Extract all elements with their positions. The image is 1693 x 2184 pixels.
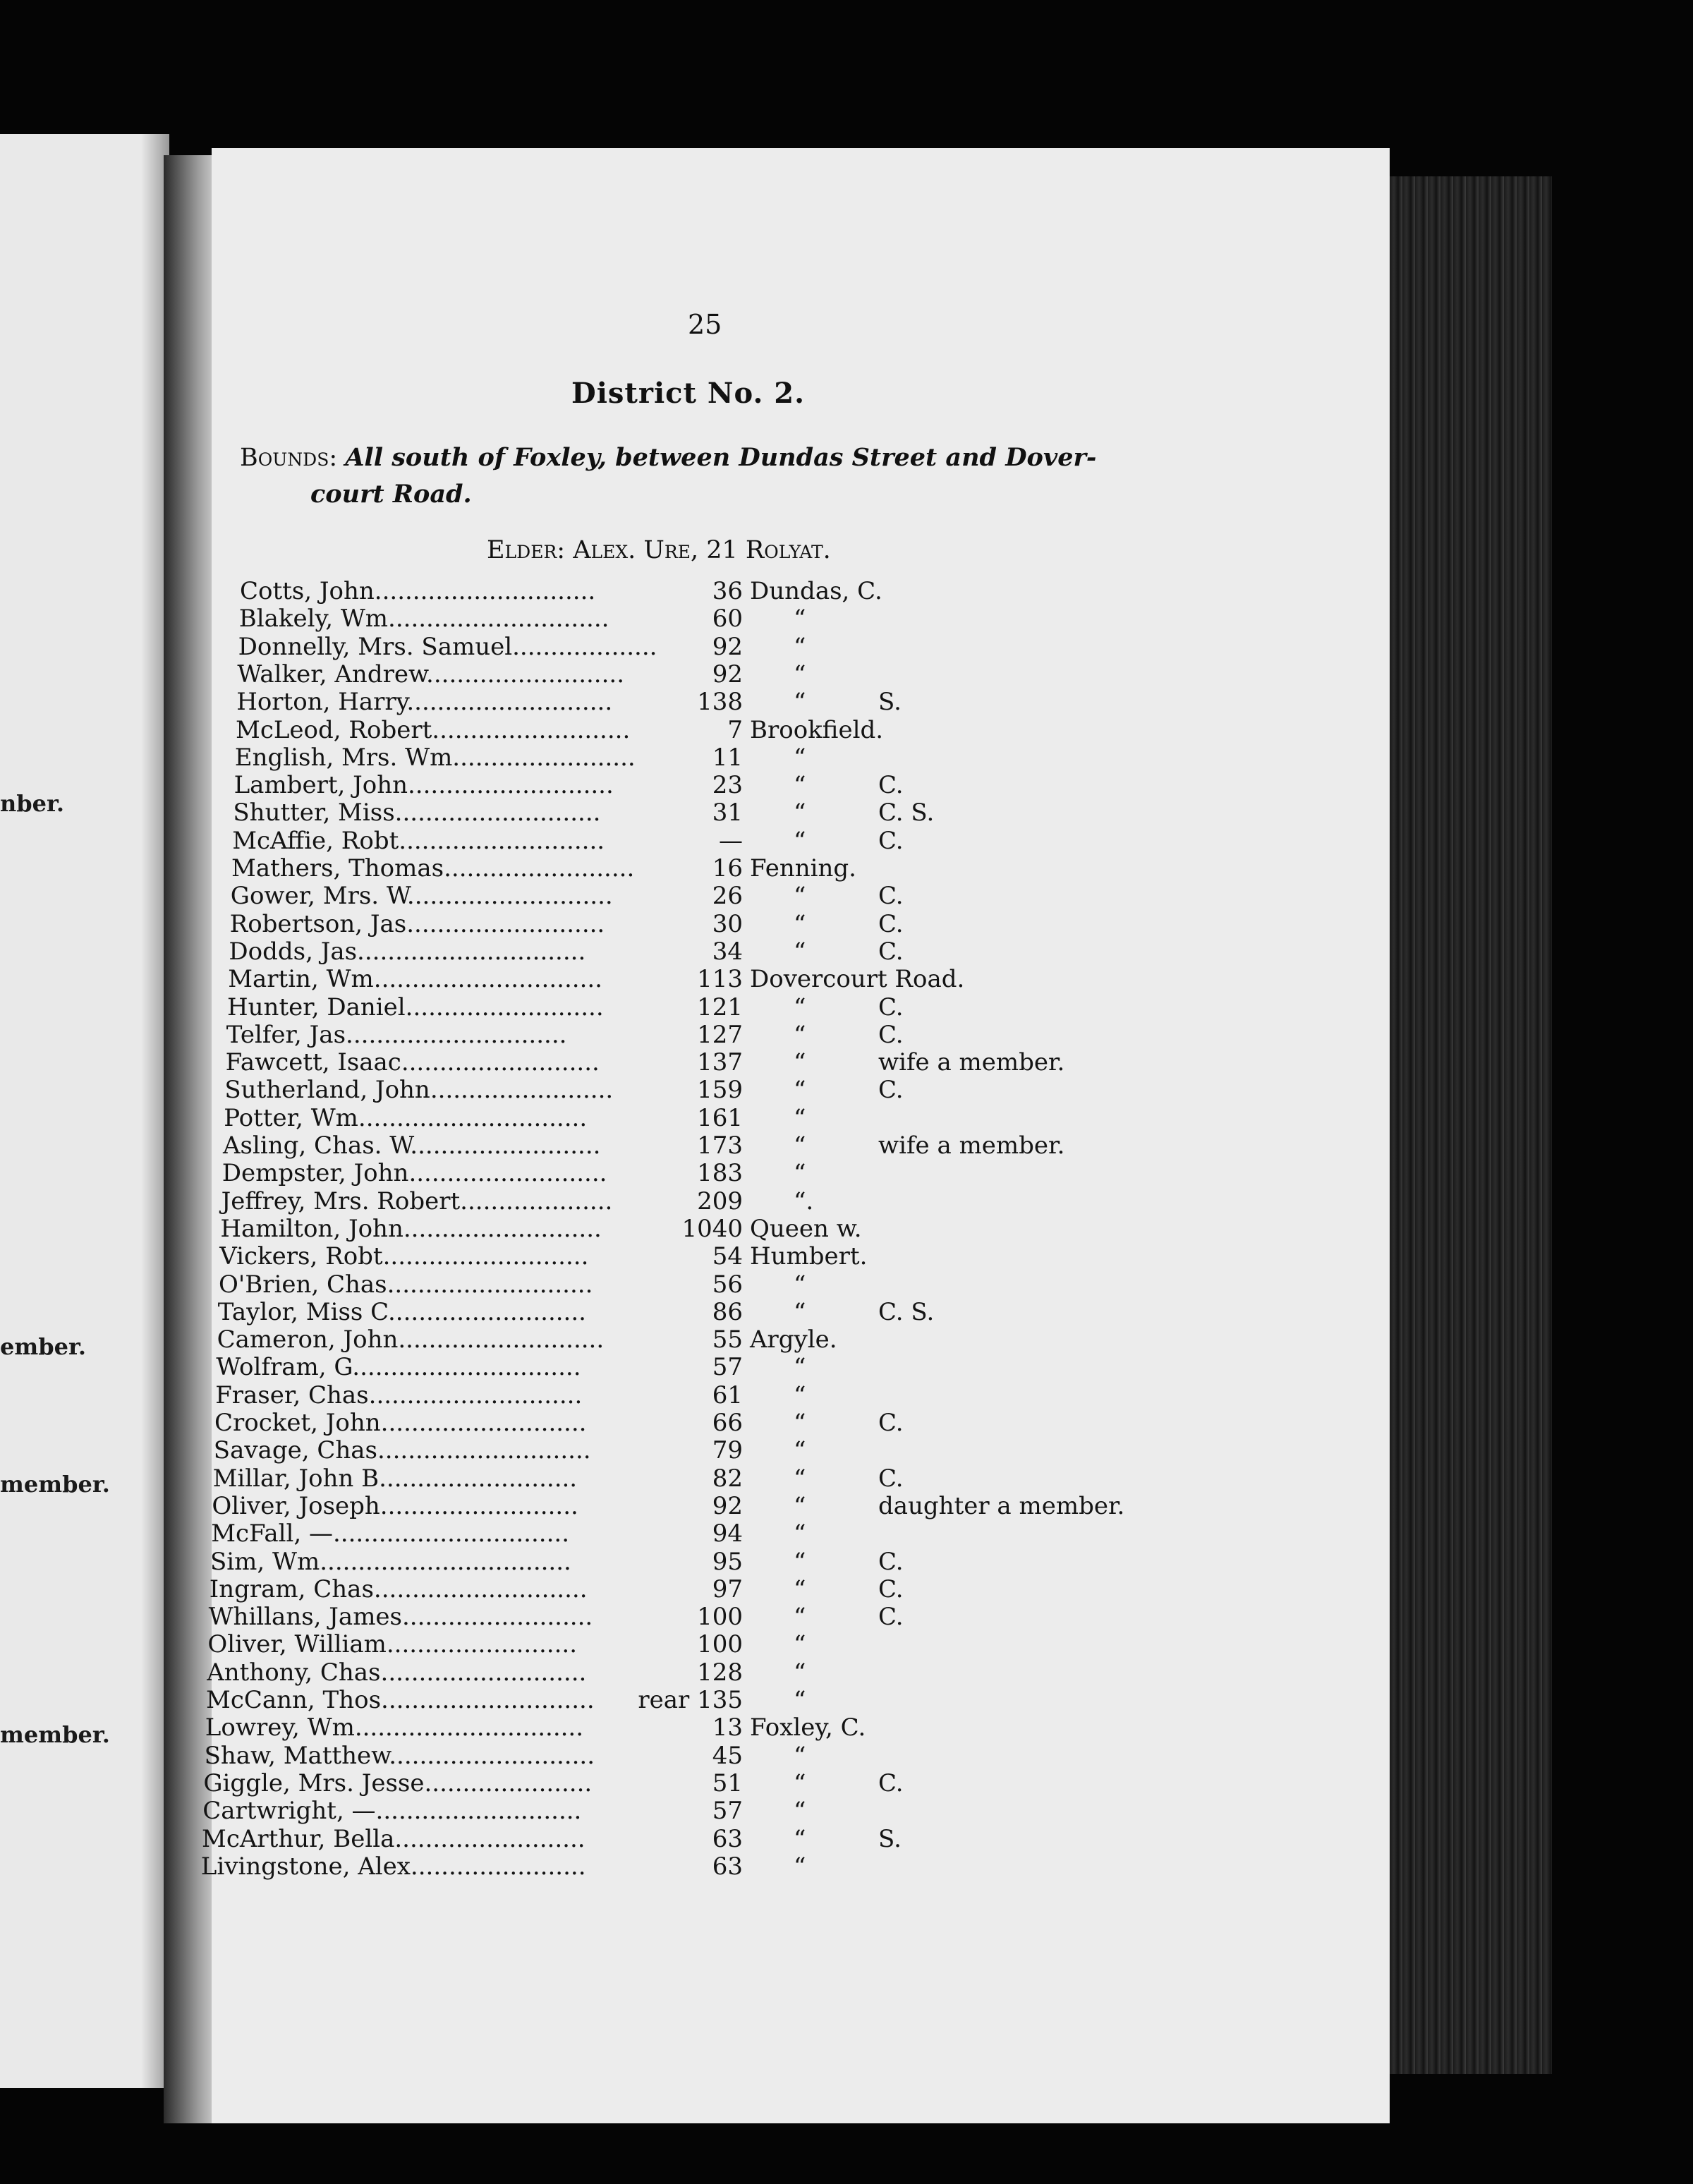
entry-number: 45 <box>712 1741 743 1770</box>
entry-number: 86 <box>712 1297 743 1326</box>
entry-name: Hunter, Daniel.......................... <box>227 993 604 1021</box>
entry-name: Livingstone, Alex....................... <box>200 1852 586 1881</box>
page-number: 25 <box>688 309 722 340</box>
elder-label: Elder: <box>487 536 566 564</box>
entry-name: Lambert, John........................... <box>233 771 614 800</box>
entry-street: “ <box>793 1741 806 1770</box>
entry-note: wife a member. <box>878 1132 1065 1160</box>
left-page-word: member. <box>0 1721 110 1748</box>
left-page-word: nber. <box>0 790 65 817</box>
directory-entry <box>201 1852 1199 1881</box>
entry-number: 11 <box>712 743 743 772</box>
entry-name: Sutherland, John........................ <box>224 1076 614 1105</box>
entry-name: Telfer, Jas............................. <box>226 1020 567 1049</box>
entry-name: Anthony, Chas........................... <box>207 1658 587 1687</box>
directory-entry <box>224 1076 1199 1104</box>
entry-street: “ <box>794 1824 806 1853</box>
directory-entry <box>231 882 1199 910</box>
entry-name: McCann, Thos............................ <box>206 1686 595 1714</box>
entry-street: Queen w. <box>749 1214 862 1243</box>
entry-name: Blakely, Wm............................. <box>238 605 609 633</box>
entry-street: “ <box>793 882 806 911</box>
directory-entry <box>236 688 1199 716</box>
entry-street: “ <box>793 1436 806 1465</box>
entry-name: Oliver, Joseph.......................... <box>212 1491 578 1520</box>
entry-number: 137 <box>697 1048 743 1077</box>
entry-street: “ <box>793 1797 806 1826</box>
entry-note: C. <box>878 1603 904 1632</box>
entry-number: 57 <box>712 1353 743 1382</box>
entry-name: Walker, Andrew.......................... <box>237 660 625 688</box>
entry-street: “ <box>793 743 806 772</box>
entry-street: “ <box>793 1769 806 1797</box>
entry-name: Millar, John B.......................... <box>212 1464 578 1493</box>
entry-number: 161 <box>697 1103 743 1132</box>
entry-number: 92 <box>712 660 743 688</box>
entry-street: Brookfield. <box>750 715 884 744</box>
entry-number: 61 <box>712 1381 743 1409</box>
directory-entry <box>232 827 1199 855</box>
directory-entry <box>213 1464 1199 1493</box>
entry-name: Savage, Chas............................ <box>213 1436 591 1465</box>
directory-entry <box>209 1603 1199 1631</box>
directory-entry <box>236 716 1199 744</box>
entry-note: C. <box>878 1409 904 1437</box>
entry-street: “ <box>793 688 806 717</box>
entry-street: “ <box>793 660 806 688</box>
directory-entry <box>207 1630 1199 1658</box>
directory-entry <box>205 1742 1199 1770</box>
entry-street: “ <box>793 1048 806 1077</box>
left-page-word: ember. <box>0 1333 87 1360</box>
entry-number: 138 <box>697 688 743 717</box>
directory-entry <box>234 771 1199 799</box>
entry-number: — <box>718 826 743 855</box>
entry-number: 94 <box>712 1519 743 1548</box>
directory-entry <box>233 799 1199 827</box>
entry-street: “ <box>793 1852 806 1881</box>
directory-entry <box>211 1519 1199 1548</box>
directory-entry <box>216 1353 1199 1381</box>
entry-name: Asling, Chas. W......................... <box>223 1132 601 1160</box>
entry-number: 82 <box>712 1464 743 1493</box>
directory-entry <box>229 938 1199 966</box>
entry-street: “ <box>793 1519 806 1548</box>
entry-note: C. <box>878 882 904 911</box>
entry-name: McLeod, Robert.......................... <box>236 715 631 744</box>
entry-number: rear 135 <box>638 1686 743 1714</box>
entry-number: 63 <box>712 1824 743 1853</box>
entry-name: McAffie, Robt........................... <box>232 826 605 855</box>
entry-name: Dempster, John.......................... <box>222 1159 607 1188</box>
bounds-line-2: court Road. <box>310 480 472 509</box>
directory-entry <box>222 1159 1199 1187</box>
entry-street: “ <box>793 1658 806 1687</box>
entry-street: “ <box>793 1630 806 1659</box>
entry-street: “ <box>793 632 806 661</box>
entry-note: C. <box>878 993 904 1021</box>
directory-entry <box>210 1548 1199 1576</box>
entry-name: Robertson, Jas.......................... <box>229 909 605 938</box>
directory-entry <box>202 1825 1199 1853</box>
entry-note: C. <box>878 1464 904 1493</box>
directory-entry <box>219 1270 1199 1299</box>
entry-number: 56 <box>712 1270 743 1299</box>
entry-note: C. <box>878 1547 904 1576</box>
entry-note: wife a member. <box>878 1048 1065 1077</box>
directory-entry <box>237 660 1199 688</box>
entry-street: “ <box>793 1020 806 1049</box>
entry-street: “ <box>794 1409 806 1437</box>
entry-street: Fenning. <box>750 854 856 882</box>
entry-name: Lowrey, Wm.............................. <box>205 1713 584 1742</box>
directory-entry <box>231 854 1199 882</box>
entry-number: 100 <box>697 1603 743 1632</box>
entry-number: 97 <box>712 1575 743 1603</box>
entry-name: Vickers, Robt........................... <box>219 1242 589 1271</box>
entry-number: 92 <box>712 632 743 661</box>
entry-number: 51 <box>712 1769 743 1797</box>
entry-number: 128 <box>697 1658 743 1687</box>
directory-entry <box>206 1686 1199 1714</box>
entry-street: “ <box>793 1381 806 1409</box>
entry-number: 30 <box>712 909 743 938</box>
entry-number: 31 <box>712 799 743 827</box>
directory-entry <box>226 1021 1199 1049</box>
entry-name: Donnelly, Mrs. Samuel................... <box>238 632 657 661</box>
entry-name: Giggle, Mrs. Jesse...................... <box>203 1769 593 1797</box>
directory-entry <box>224 1104 1199 1132</box>
page-edges <box>1390 176 1552 2074</box>
entry-street: “ <box>793 909 806 938</box>
directory-entry <box>202 1797 1199 1825</box>
directory-entry <box>228 965 1199 993</box>
entry-street: “ <box>793 605 806 633</box>
entry-number: 7 <box>727 715 743 744</box>
entry-note: C. S. <box>878 799 935 827</box>
left-page-word: member. <box>0 1471 110 1498</box>
directory-entry <box>239 605 1199 633</box>
entry-number: 13 <box>712 1713 743 1742</box>
elder-name: Alex. Ure, 21 Rolyat. <box>573 536 831 564</box>
directory-entry <box>227 993 1199 1021</box>
left-page-fragment <box>0 134 169 2088</box>
entry-number: 34 <box>712 937 743 966</box>
entry-street: “ <box>794 1132 806 1160</box>
directory-entry <box>219 1242 1199 1270</box>
entry-street: “ <box>794 1270 806 1299</box>
entry-number: 95 <box>712 1547 743 1576</box>
directory-entry <box>215 1381 1199 1409</box>
entry-number: 173 <box>697 1132 743 1160</box>
elder-line <box>487 536 831 564</box>
entry-name: Martin, Wm.............................. <box>228 965 602 994</box>
directory-entry <box>238 633 1199 661</box>
entry-note: C. <box>878 1020 904 1049</box>
directory-entry <box>230 910 1199 938</box>
entry-number: 92 <box>712 1491 743 1520</box>
entry-number: 127 <box>697 1020 743 1049</box>
entry-name: Ingram, Chas............................ <box>209 1575 588 1603</box>
entry-street: Foxley, C. <box>749 1713 866 1742</box>
entry-name: O'Brien, Chas........................... <box>219 1270 593 1299</box>
entry-street: Argyle. <box>749 1325 837 1354</box>
entry-street: “ <box>793 1297 806 1326</box>
entry-number: 1040 <box>681 1214 743 1243</box>
entry-name: Sim, Wm................................. <box>210 1547 571 1576</box>
directory-entry <box>214 1409 1199 1437</box>
entry-street: “ <box>793 1076 806 1105</box>
entry-number: 79 <box>712 1436 743 1465</box>
entry-name: Cameron, John........................... <box>217 1325 605 1354</box>
entry-number: 26 <box>712 882 743 911</box>
entry-name: McFall, —............................... <box>211 1519 569 1548</box>
entry-note: S. <box>878 1824 902 1853</box>
entry-name: Cotts, John............................. <box>240 577 596 605</box>
entry-name: Wolfram, G.............................. <box>216 1353 581 1382</box>
entry-street: Humbert. <box>749 1242 868 1271</box>
directory-entry <box>210 1575 1199 1603</box>
directory-entry <box>205 1713 1199 1742</box>
entry-street: Dundas, C. <box>750 577 882 605</box>
entry-note: C. <box>878 826 904 855</box>
entry-street: “ <box>793 1464 806 1493</box>
entry-number: 36 <box>712 577 743 605</box>
directory-entry <box>220 1215 1199 1243</box>
bounds-label: Bounds: <box>240 444 338 472</box>
directory-entry <box>240 577 1199 605</box>
directory-entry <box>212 1492 1199 1520</box>
entry-street: “ <box>793 1575 806 1603</box>
entry-note: C. <box>878 909 904 938</box>
entry-name: Taylor, Miss C.......................... <box>217 1297 586 1326</box>
entry-number: 209 <box>697 1187 743 1215</box>
entry-name: Cartwright, —........................... <box>202 1797 582 1826</box>
entry-name: Mathers, Thomas......................... <box>231 854 635 882</box>
bounds-text: All south of Foxley, between Dundas Street and Dover- <box>345 443 1097 472</box>
entry-note: C. <box>878 771 904 800</box>
directory-entry <box>223 1132 1199 1160</box>
directory-entry <box>203 1769 1199 1797</box>
entry-note: daughter a member. <box>878 1491 1125 1520</box>
entry-note: S. <box>878 688 902 717</box>
entry-name: Jeffrey, Mrs. Robert.................... <box>221 1187 613 1215</box>
entry-name: Crocket, John........................... <box>214 1409 587 1437</box>
entry-street: “ <box>793 1353 806 1382</box>
directory-entry <box>207 1658 1199 1687</box>
entry-number: 183 <box>697 1159 743 1188</box>
entry-name: Shaw, Matthew........................... <box>204 1741 595 1770</box>
entry-number: 57 <box>712 1797 743 1826</box>
entry-street: “ <box>793 1103 806 1132</box>
directory-entry <box>214 1436 1199 1464</box>
entry-number: 23 <box>712 771 743 800</box>
entry-street: “ <box>793 1603 806 1632</box>
entry-name: Shutter, Miss........................... <box>233 799 601 827</box>
entry-number: 55 <box>712 1325 743 1354</box>
entry-note: C. S. <box>878 1297 935 1326</box>
entry-note: C. <box>878 1575 904 1603</box>
entry-number: 16 <box>712 854 743 882</box>
entry-street: “ <box>793 799 806 827</box>
entry-name: Whillans, James......................... <box>208 1603 593 1632</box>
entry-number: 60 <box>712 605 743 633</box>
entry-name: Dodds, Jas.............................. <box>229 937 586 966</box>
directory-entry <box>222 1187 1199 1215</box>
entry-name: Oliver, William......................... <box>207 1630 578 1659</box>
entry-number: 121 <box>697 993 743 1021</box>
entry-note: C. <box>878 1076 904 1105</box>
entry-street: Dovercourt Road. <box>749 965 965 994</box>
entry-name: Hamilton, John.......................... <box>220 1214 602 1243</box>
district-title: District No. 2. <box>571 377 806 410</box>
entry-number: 54 <box>712 1242 743 1271</box>
entry-number: 63 <box>712 1852 743 1881</box>
entry-street: “ <box>793 771 806 800</box>
directory-entry <box>226 1048 1199 1076</box>
entry-name: Fraser, Chas............................ <box>215 1381 583 1409</box>
entry-note: C. <box>878 1769 904 1797</box>
entry-street: “ <box>794 1686 806 1714</box>
directory-entry <box>218 1298 1199 1326</box>
entry-number: 66 <box>712 1409 743 1437</box>
entry-note: C. <box>878 937 904 966</box>
entry-street: “. <box>793 1187 814 1215</box>
entry-number: 100 <box>697 1630 743 1659</box>
entry-name: Potter, Wm.............................. <box>224 1103 588 1132</box>
entry-street: “ <box>794 993 806 1021</box>
entry-street: “ <box>793 1159 806 1188</box>
directory-entry <box>217 1325 1199 1354</box>
entry-name: McArthur, Bella......................... <box>202 1824 585 1853</box>
entry-street: “ <box>793 937 806 966</box>
entry-number: 159 <box>697 1076 743 1105</box>
entry-street: “ <box>794 1547 806 1576</box>
entry-street: “ <box>793 826 806 855</box>
entry-name: Gower, Mrs. W........................... <box>230 882 613 911</box>
entry-number: 113 <box>697 965 743 994</box>
entry-name: English, Mrs. Wm........................ <box>234 743 636 772</box>
bounds-line-1 <box>240 443 1096 472</box>
entry-name: Horton, Harry........................... <box>236 688 613 717</box>
entry-street: “ <box>793 1491 806 1520</box>
entry-name: Fawcett, Isaac.......................... <box>225 1048 600 1077</box>
directory-entry <box>235 744 1199 772</box>
